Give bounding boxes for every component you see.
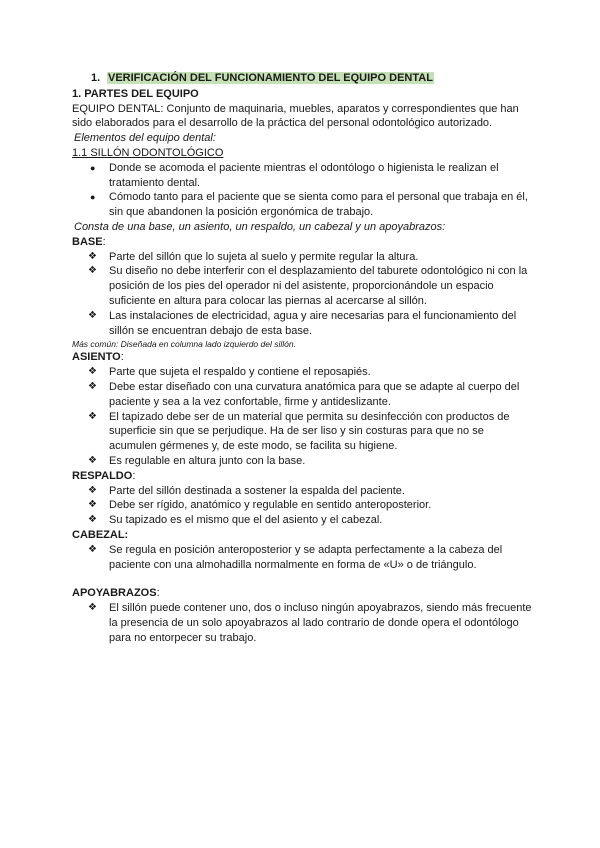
list-item bbox=[72, 365, 532, 380]
list-item bbox=[72, 264, 532, 308]
bullet-diamond-icon: ❖ bbox=[88, 514, 97, 526]
list-item bbox=[72, 410, 532, 454]
list-item-text: Es regulable en altura junto con la base. bbox=[109, 454, 306, 467]
cabezal-heading: CABEZAL: bbox=[72, 528, 129, 541]
list-item bbox=[72, 454, 532, 469]
list-item-text: Donde se acomoda el paciente mientras el odontólogo o higienista le realizan el tratamiento dental. bbox=[109, 161, 499, 189]
subsection-title: 1. PARTES DEL EQUIPO bbox=[72, 87, 199, 100]
section-number: 1. bbox=[91, 72, 101, 84]
sillon-list bbox=[72, 161, 532, 220]
apoyabrazos-list bbox=[72, 601, 532, 645]
bullet-diamond-icon: ❖ bbox=[88, 380, 97, 392]
list-item bbox=[72, 190, 532, 220]
bullet-diamond-icon: ❖ bbox=[88, 454, 97, 466]
bullet-diamond-icon: ❖ bbox=[88, 250, 97, 262]
bullet-diamond-icon: ❖ bbox=[88, 484, 97, 496]
list-item bbox=[72, 380, 532, 410]
cabezal-list bbox=[72, 543, 532, 573]
list-item-text: Las instalaciones de electricidad, agua y aire necesarias para el funcionamiento del sillón se encuentran debajo de esta base. bbox=[109, 309, 517, 337]
list-item-text: Parte que sujeta el respaldo y contiene el reposapiés. bbox=[109, 366, 371, 379]
sillon-heading: 1.1 SILLÓN ODONTOLÓGICO bbox=[72, 146, 224, 159]
bullet-diamond-icon: ❖ bbox=[88, 410, 97, 422]
list-item bbox=[72, 498, 532, 513]
list-item bbox=[72, 513, 532, 528]
bullet-diamond-icon: ❖ bbox=[88, 265, 97, 277]
list-item bbox=[72, 484, 532, 499]
respaldo-heading: RESPALDO: bbox=[72, 469, 136, 482]
asiento-list bbox=[72, 365, 532, 469]
elements-heading: Elementos del equipo dental: bbox=[74, 132, 216, 145]
apoyabrazos-heading: APOYABRAZOS: bbox=[72, 587, 160, 600]
list-item-text: El tapizado debe ser de un material que permita su desinfección con productos de superficie sin que se perjudique. Ha de ser liso y sin costuras para que no se acumulen gérmenes y, de este modo, se facilita su higiene. bbox=[109, 410, 510, 453]
list-item-text: Debe estar diseñado con una curvatura anatómica para que se adapte al cuerpo del paciente y sea a la vez confortable, firme y antideslizante. bbox=[109, 380, 520, 408]
bullet-dot-icon: ● bbox=[90, 162, 96, 173]
list-item-text: Parte del sillón destinada a sostener la espalda del paciente. bbox=[109, 484, 405, 497]
document-content bbox=[72, 71, 532, 645]
list-item-text: Su tapizado es el mismo que el del asiento y el cabezal. bbox=[109, 514, 383, 527]
list-item bbox=[72, 543, 532, 573]
asiento-heading: ASIENTO: bbox=[72, 351, 124, 364]
base-list bbox=[72, 250, 532, 339]
bullet-diamond-icon: ❖ bbox=[88, 366, 97, 378]
list-item bbox=[72, 601, 532, 645]
base-heading: BASE: bbox=[72, 235, 106, 248]
bullet-diamond-icon: ❖ bbox=[88, 543, 97, 555]
spacer bbox=[72, 572, 532, 586]
bullet-diamond-icon: ❖ bbox=[88, 309, 97, 321]
list-item-text: Parte del sillón que lo sujeta al suelo y permite regular la altura. bbox=[109, 250, 419, 263]
bullet-dot-icon: ● bbox=[90, 192, 96, 203]
bullet-diamond-icon: ❖ bbox=[88, 602, 97, 614]
bullet-diamond-icon: ❖ bbox=[88, 499, 97, 511]
consta-text: Consta de una base, un asiento, un respaldo, un cabezal y un apoyabrazos: bbox=[74, 220, 446, 233]
base-note: Más común: Diseñada en columna lado izquierdo del sillón. bbox=[72, 339, 296, 350]
list-item-text: Cómodo tanto para el paciente que se sienta como para el personal que trabaja en él, sin que abandonen la posición ergonómica de trabajo. bbox=[109, 191, 528, 219]
section-title bbox=[72, 71, 532, 86]
list-item bbox=[72, 250, 532, 265]
list-item bbox=[72, 309, 532, 339]
list-item-text: Debe ser rígido, anatómico y regulable en sentido anteroposterior. bbox=[109, 499, 432, 512]
list-item-text: El sillón puede contener uno, dos o incluso ningún apoyabrazos, siendo más frecuente la presencia de un solo apoyabrazos al lado contrario de donde opera el odontólogo para no entorpecer su trabajo. bbox=[109, 602, 532, 644]
list-item-text: Se regula en posición anteroposterior y se adapta perfectamente a la cabeza del paciente con una almohadilla normalmente en forma de «U» o de triángulo. bbox=[109, 543, 503, 571]
list-item bbox=[72, 161, 532, 191]
section-title-text: VERIFICACIÓN DEL FUNCIONAMIENTO DEL EQUIPO DENTAL bbox=[108, 72, 433, 84]
list-item-text: Su diseño no debe interferir con el desplazamiento del taburete odontológico ni con la posición de los pies del operador ni del asistente, proporcionándole un espacio suficiente en altura para colocar las piernas al acercarse al sillón. bbox=[109, 265, 528, 307]
respaldo-list bbox=[72, 484, 532, 528]
intro-paragraph: EQUIPO DENTAL: Conjunto de maquinaria, muebles, aparatos y correspondientes que han sido elaborados para el desarrollo de la práctica del personal odontológico autorizado. bbox=[72, 102, 519, 130]
